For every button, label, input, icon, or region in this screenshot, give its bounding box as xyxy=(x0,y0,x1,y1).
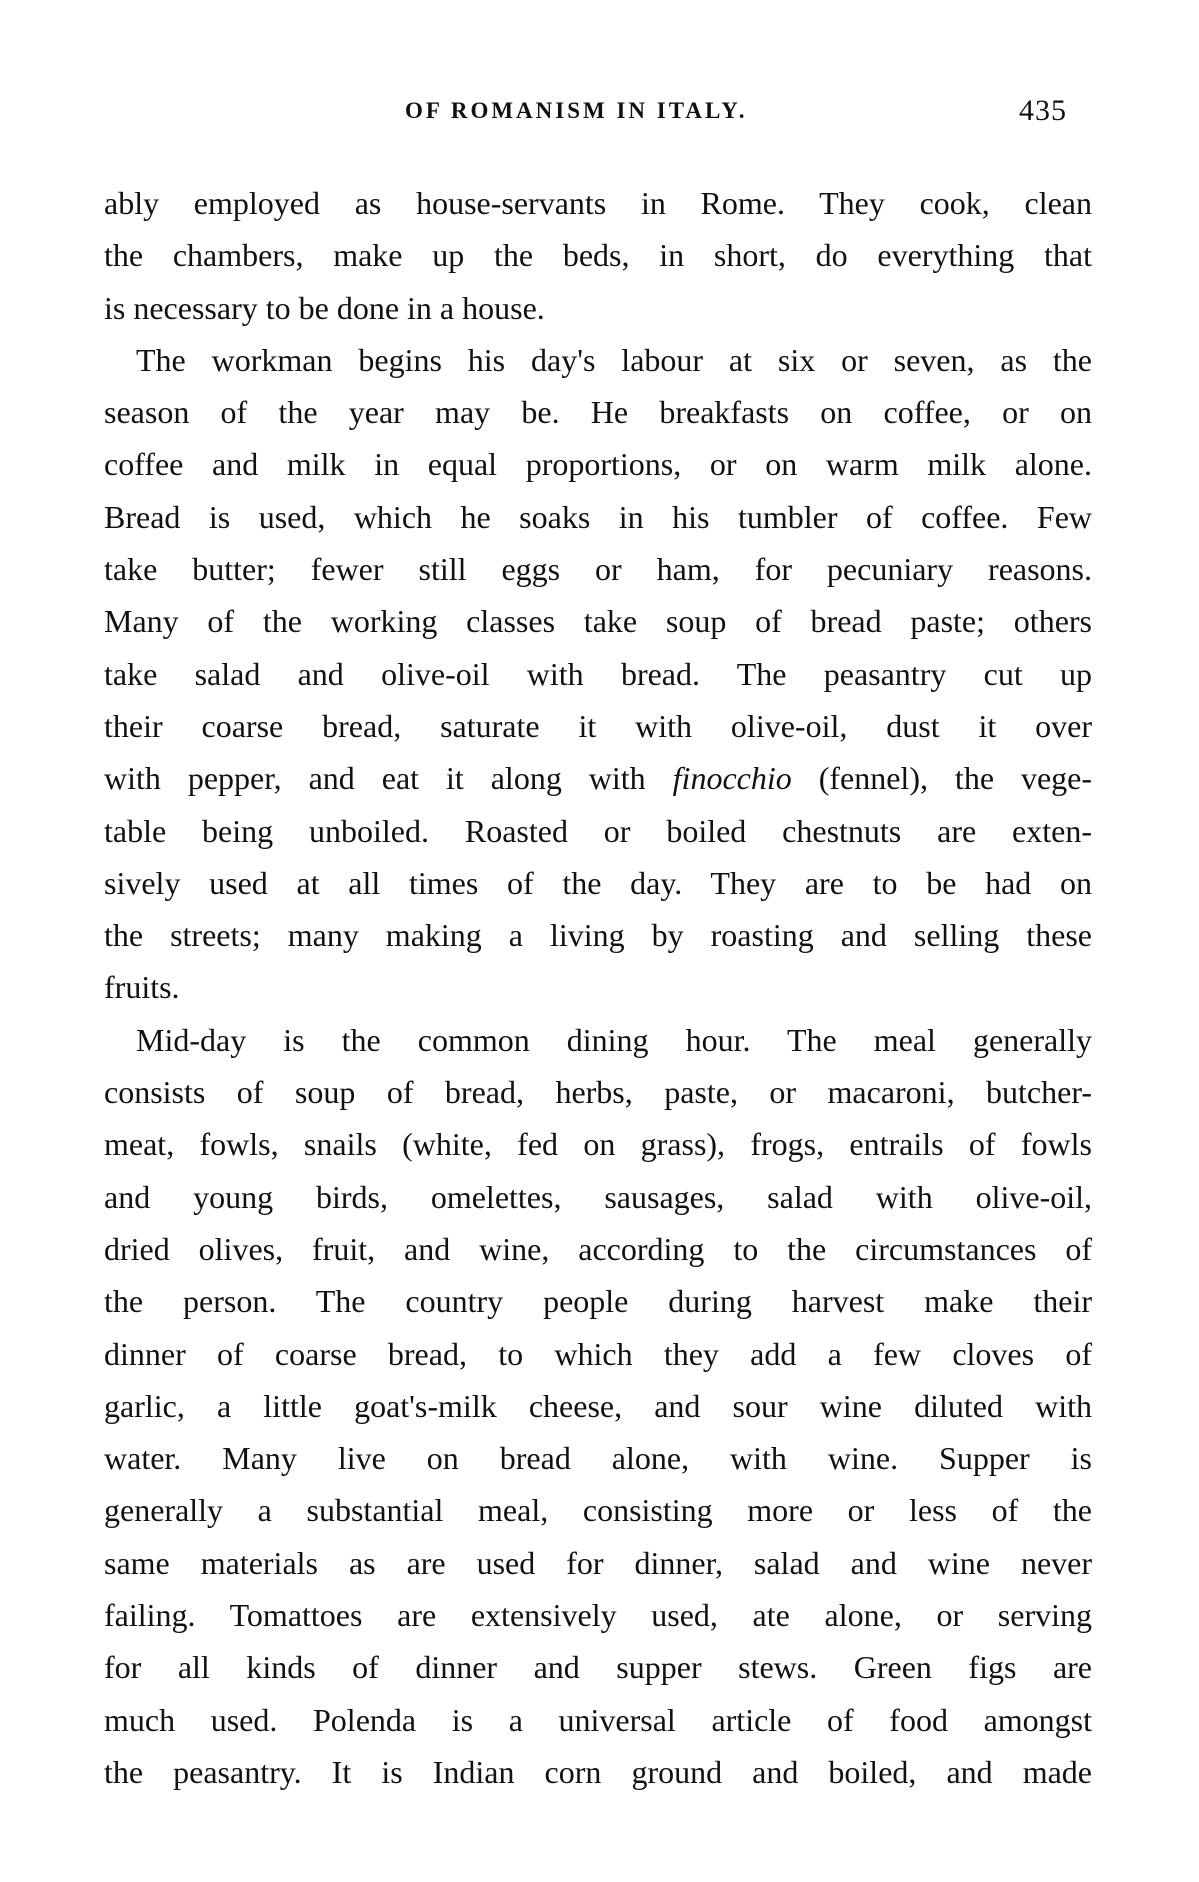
text-line: fruits. xyxy=(104,969,180,1006)
text-line: generally a substantial meal, consisting more or less of the xyxy=(104,1492,1092,1529)
text-line: for all kinds of dinner and supper stews. Green figs are xyxy=(104,1649,1092,1686)
text-line: sively used at all times of the day. They are to be had on xyxy=(104,864,1092,901)
text-line: Bread is used, which he soaks in his tumbler of coffee. Few xyxy=(104,498,1092,535)
text-line: the peasantry. It is Indian corn ground and boiled, and made xyxy=(104,1753,1092,1790)
text-line: ably employed as house-servants in Rome. They cook, clean xyxy=(104,185,1092,221)
running-title: OF ROMANISM IN ITALY. xyxy=(405,98,748,123)
text-line: failing. Tomattoes are extensively used, ate alone, or serving xyxy=(104,1597,1092,1634)
text-line: consists of soup of bread, herbs, paste, or macaroni, butcher- xyxy=(104,1074,1092,1111)
text-line: much used. Polenda is a universal article of food amongst xyxy=(104,1701,1092,1738)
text-line: same materials as are used for dinner, salad and wine never xyxy=(104,1544,1092,1581)
running-head xyxy=(0,94,1199,128)
body-text xyxy=(104,177,1092,1798)
text-line: meat, fowls, snails (white, fed on grass), frogs, entrails of fowls xyxy=(104,1126,1092,1163)
text-line: coffee and milk in equal proportions, or on warm milk alone. xyxy=(104,446,1092,483)
text-line: the chambers, make up the beds, in short, do everything that xyxy=(104,237,1092,274)
text-line-with-italic xyxy=(104,752,1092,804)
text-line: their coarse bread, saturate it with olive-oil, dust it over xyxy=(104,707,1092,744)
text-line: take butter; fewer still eggs or ham, for pecuniary reasons. xyxy=(104,551,1092,588)
text-line: table being unboiled. Roasted or boiled chestnuts are exten- xyxy=(104,812,1092,849)
text-line: take salad and olive-oil with bread. The peasantry cut up xyxy=(104,655,1092,692)
page-number: 435 xyxy=(1019,94,1067,127)
text-line: the person. The country people during harvest make their xyxy=(104,1283,1092,1320)
text-line: Mid-day is the common dining hour. The meal generally xyxy=(136,1021,1092,1058)
text-line: The workman begins his day's labour at six or seven, as the xyxy=(136,341,1092,378)
text-line: Many of the working classes take soup of bread paste; others xyxy=(104,603,1092,640)
italic-term: finocchio xyxy=(672,760,792,797)
text-line: dried olives, fruit, and wine, according to the circumstances of xyxy=(104,1230,1092,1267)
text-line: the streets; many making a living by roasting and selling these xyxy=(104,917,1092,954)
text-line: and young birds, omelettes, sausages, salad with olive-oil, xyxy=(104,1178,1092,1215)
text-line: is necessary to be done in a house. xyxy=(104,289,545,326)
text-line: water. Many live on bread alone, with wine. Supper is xyxy=(104,1440,1092,1477)
text-line: dinner of coarse bread, to which they add a few cloves of xyxy=(104,1335,1092,1372)
text-fragment: with pepper, and eat it along with xyxy=(104,760,646,797)
text-fragment: (fennel), the vege- xyxy=(818,760,1092,797)
text-line: garlic, a little goat's-milk cheese, and sour wine diluted with xyxy=(104,1387,1092,1424)
text-line: season of the year may be. He breakfasts on coffee, or on xyxy=(104,394,1092,431)
